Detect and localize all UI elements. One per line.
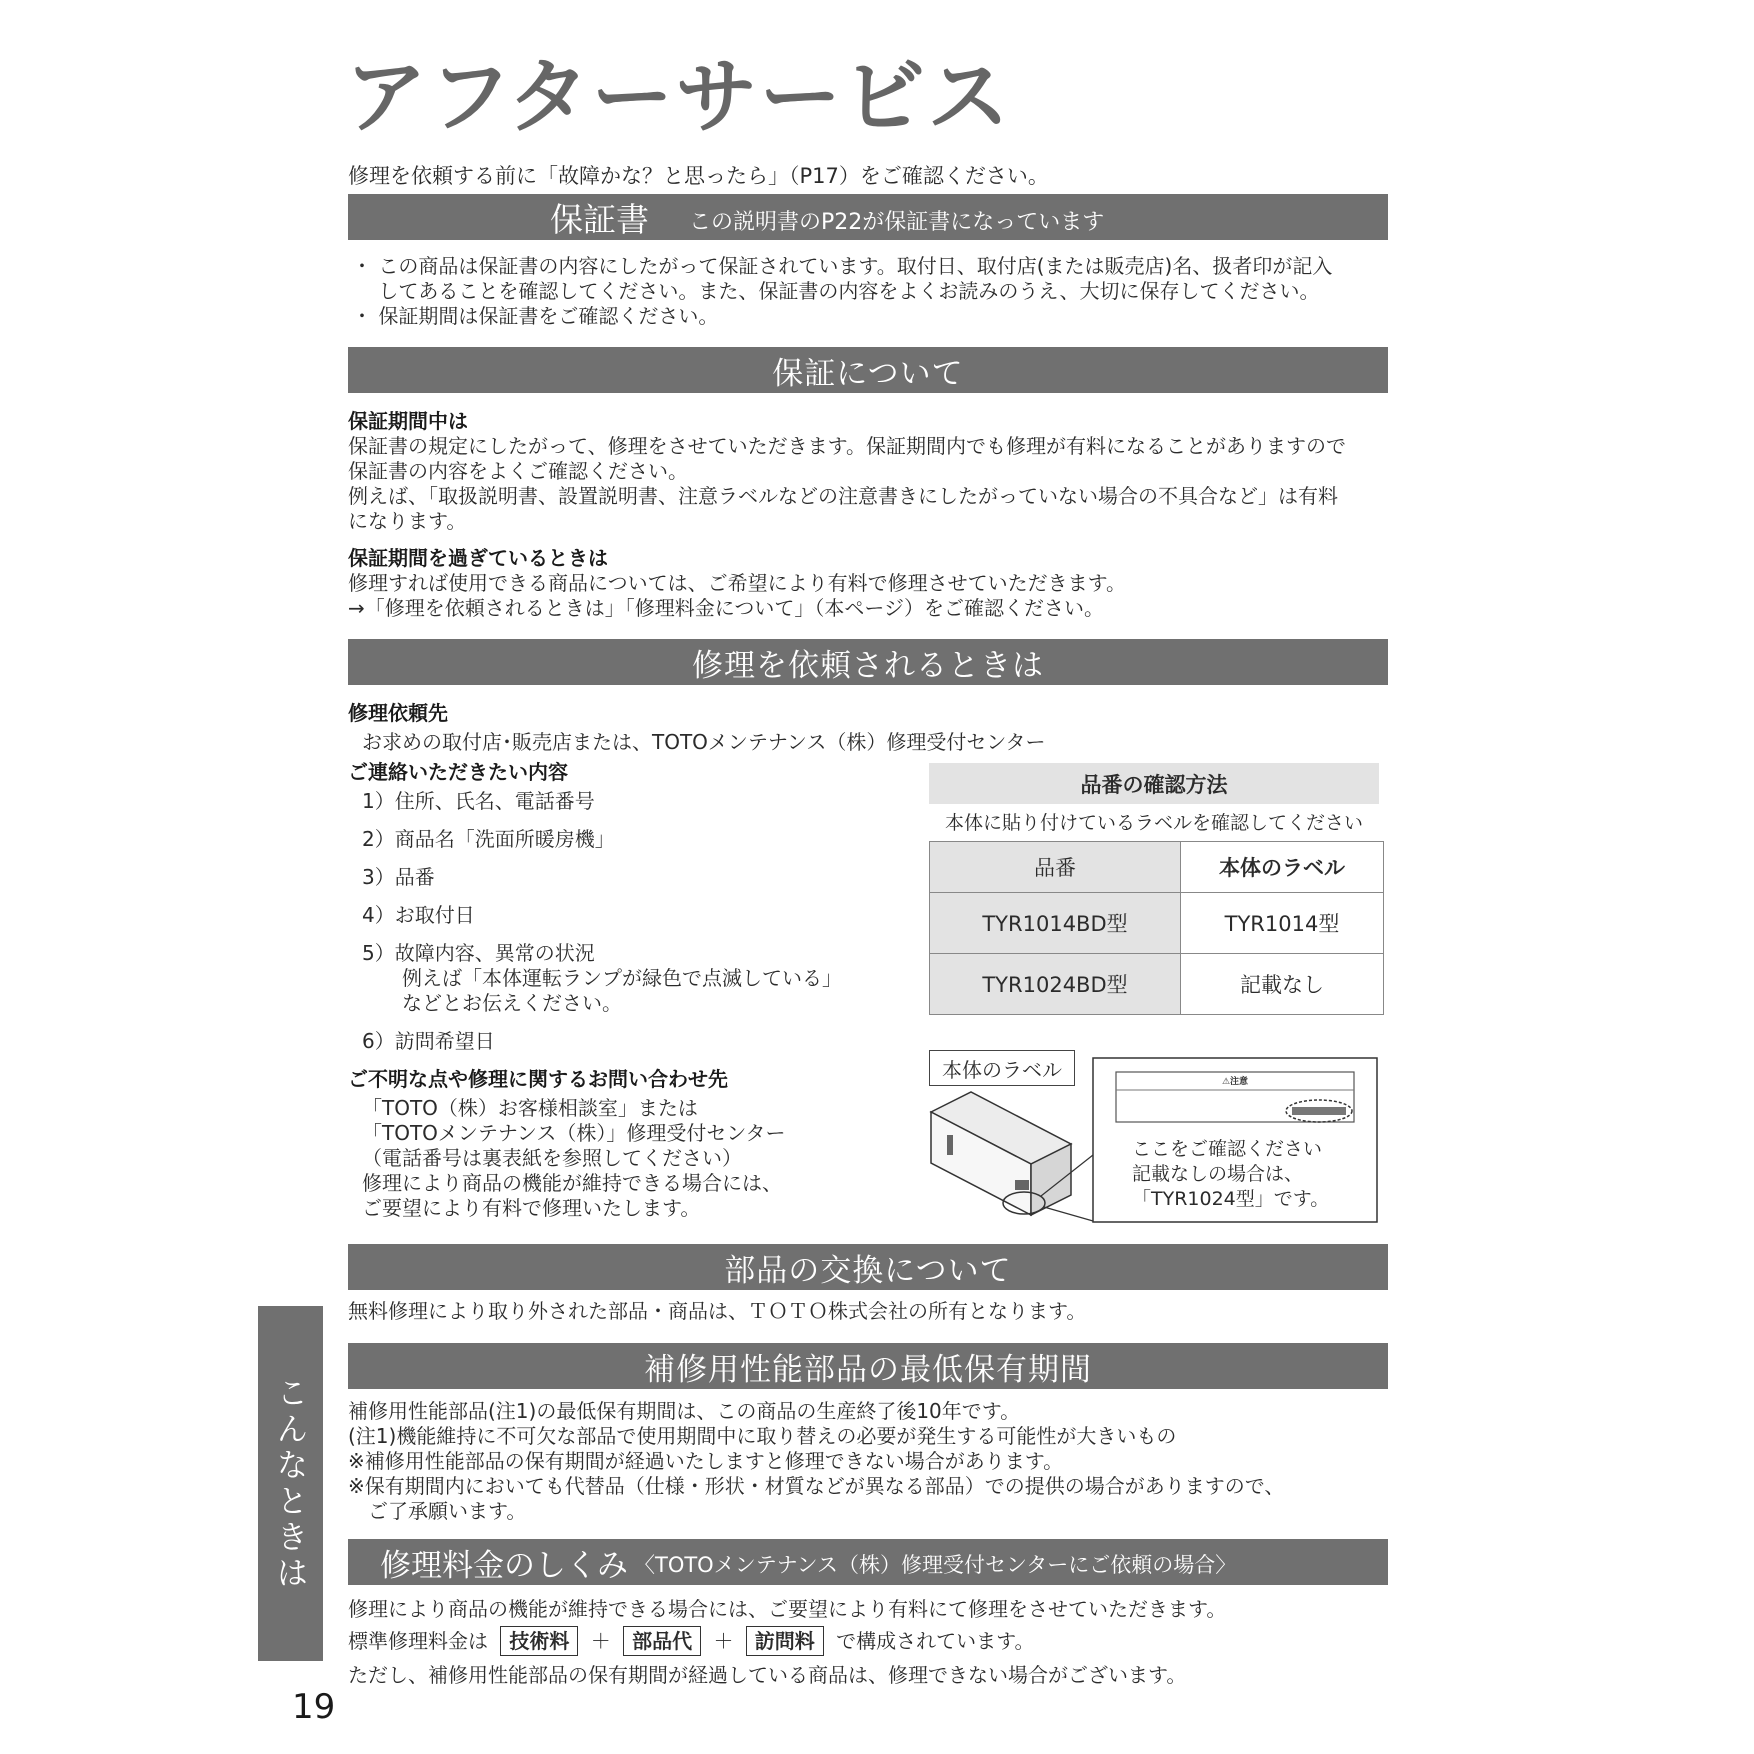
min-period-heading: 補修用性能部品の最低保有期間 (644, 1351, 1092, 1388)
side-tab: こんなときは (258, 1306, 323, 1661)
fee-item-parts: 部品代 (623, 1626, 701, 1656)
page-title: アフターサービス (345, 50, 1012, 145)
inquiry-line-3: （電話番号は裏表紙を参照してください） (362, 1146, 742, 1170)
min-period-line-1: 補修用性能部品(注1)の最低保有期間は、この商品の生産終了後10年です。 (348, 1399, 1021, 1423)
caution-label-text: ⚠注意 (1221, 1077, 1249, 1087)
contact-item-5-example-2: などとお伝えください。 (402, 991, 622, 1015)
label-note-line-3: 「TYR1024型」です。 (1132, 1188, 1330, 1210)
inquiry-line-2: 「TOTOメンテナンス（株）」修理受付センター (362, 1121, 786, 1145)
inquiry-title: ご不明な点や修理に関するお問い合わせ先 (348, 1067, 728, 1091)
col-header-part-number: 品番 (930, 842, 1181, 893)
label-tag: 本体のラベル (929, 1050, 1075, 1086)
table-row (930, 954, 1384, 1015)
warranty-in-period-line-1: 保証書の規定にしたがって、修理をさせていただきます。保証期間内でも修理が有料になることがありますので (348, 434, 1346, 458)
contact-item-2: 2）商品名「洗面所暖房機」 (362, 827, 615, 851)
warranty-heading: 保証について (772, 355, 964, 392)
fee-line-1: 修理により商品の機能が維持できる場合には、ご要望により有料にて修理をさせていただきます。 (348, 1597, 1227, 1621)
fee-standard-line (348, 1626, 1035, 1657)
section-bar-fee (348, 1539, 1388, 1585)
table-row (930, 893, 1384, 954)
warranty-after-period-title: 保証期間を過ぎているときは (348, 546, 608, 570)
section-bar-repair-request (348, 639, 1388, 685)
section-bar-min-period (348, 1343, 1388, 1389)
section-bar-warranty (348, 347, 1388, 393)
warranty-card-note: この説明書のP22が保証書になっています (689, 209, 1105, 235)
plus-sign: ＋ (590, 1629, 611, 1653)
col-header-body-label: 本体のラベル (1181, 842, 1384, 893)
fee-heading-note: 〈TOTOメンテナンス（株）修理受付センターにご依頼の場合〉 (634, 1553, 1237, 1577)
contact-item-4: 4）お取付日 (362, 903, 475, 927)
warranty-in-period-line-2: 保証書の内容をよくご確認ください。 (348, 459, 688, 483)
part-check-title: 品番の確認方法 (929, 763, 1379, 804)
warranty-in-period-line-4: になります。 (348, 509, 467, 533)
part-number-table (929, 841, 1384, 1015)
section-bar-parts-exchange (348, 1244, 1388, 1290)
contact-item-5-example-1: 例えば「本体運転ランプが緑色で点滅している」 (402, 966, 842, 990)
table-cell: TYR1024BD型 (930, 954, 1181, 1015)
warranty-in-period-title: 保証期間中は (348, 409, 468, 433)
contact-item-1: 1）住所、氏名、電話番号 (362, 789, 595, 813)
repair-request-heading: 修理を依頼されるときは (692, 647, 1044, 684)
section-bar-warranty-card (348, 194, 1388, 240)
table-cell: TYR1014型 (1181, 893, 1384, 954)
intro-text: 修理を依頼する前に「故障かな？と思ったら」（P17）をご確認ください。 (348, 164, 1049, 188)
repair-dest-title: 修理依頼先 (348, 701, 448, 725)
min-period-line-4: ※保有期間内においても代替品（仕様・形状・材質などが異なる部品）での提供の場合がありますので、 (348, 1474, 1285, 1498)
table-cell: 記載なし (1181, 954, 1384, 1015)
fee-item-technical: 技術料 (500, 1626, 578, 1656)
contact-item-6: 6）訪問希望日 (362, 1029, 495, 1053)
label-note-line-2: 記載なしの場合は、 (1132, 1163, 1304, 1185)
repair-dest-text: お求めの取付店･販売店または、TOTOメンテナンス（株）修理受付センター (362, 730, 1046, 754)
parts-exchange-heading: 部品の交換について (724, 1252, 1012, 1289)
min-period-line-5: ご了承願います。 (348, 1499, 527, 1523)
fee-item-visit: 訪問料 (746, 1626, 824, 1656)
contact-item-3: 3）品番 (362, 865, 435, 889)
warranty-card-line-2: してあることを確認してください。また、保証書の内容をよくお読みのうえ、大切に保存してください。 (352, 279, 1320, 303)
plus-sign: ＋ (713, 1629, 734, 1653)
warranty-card-heading: 保証書 (550, 199, 649, 239)
fee-standard-suffix: で構成されています。 (836, 1629, 1035, 1653)
part-check-subtitle: 本体に貼り付けているラベルを確認してください (944, 812, 1363, 834)
label-note-line-1: ここをご確認ください (1132, 1138, 1323, 1160)
warranty-after-period-line-1: 修理すれば使用できる商品については、ご希望により有料で修理させていただきます。 (348, 571, 1126, 595)
contact-item-5: 5）故障内容、異常の状況 (362, 941, 595, 965)
contact-title: ご連絡いただきたい内容 (348, 760, 568, 784)
warranty-card-line-3: ・ 保証期間は保証書をご確認ください。 (352, 304, 719, 328)
warranty-after-period-line-2: →「修理を依頼されるときは」「修理料金について」（本ページ）をご確認ください。 (348, 596, 1104, 620)
min-period-line-3: ※補修用性能部品の保有期間が経過いたしますと修理できない場合があります。 (348, 1449, 1064, 1473)
warranty-in-period-line-3: 例えば、「取扱説明書、設置説明書、注意ラベルなどの注意書きにしたがっていない場合の不具合など」は有料 (348, 484, 1338, 508)
min-period-line-2: (注1)機能維持に不可欠な部品で使用期間中に取り替えの必要が発生する可能性が大きいもの (348, 1424, 1177, 1448)
fee-heading: 修理料金のしくみ (380, 1547, 628, 1584)
warranty-card-line-1: ・ この商品は保証書の内容にしたがって保証されています。取付日、取付店(または販売店)名、扱者印が記入 (352, 254, 1333, 278)
inquiry-line-1: 「TOTO（株）お客様相談室」または (362, 1096, 698, 1120)
parts-exchange-text: 無料修理により取り外された部品・商品は、ＴＯＴＯ株式会社の所有となります。 (348, 1299, 1087, 1323)
inquiry-line-5: ご要望により有料で修理いたします。 (362, 1196, 701, 1220)
table-header-row (930, 842, 1384, 893)
inquiry-line-4: 修理により商品の機能が維持できる場合には、 (362, 1171, 782, 1195)
table-cell: TYR1014BD型 (930, 893, 1181, 954)
fee-standard-prefix: 標準修理料金は (348, 1629, 488, 1653)
page-number: 19 (292, 1687, 336, 1727)
fee-line-3: ただし、補修用性能部品の保有期間が経過している商品は、修理できない場合がございます。 (348, 1663, 1187, 1687)
